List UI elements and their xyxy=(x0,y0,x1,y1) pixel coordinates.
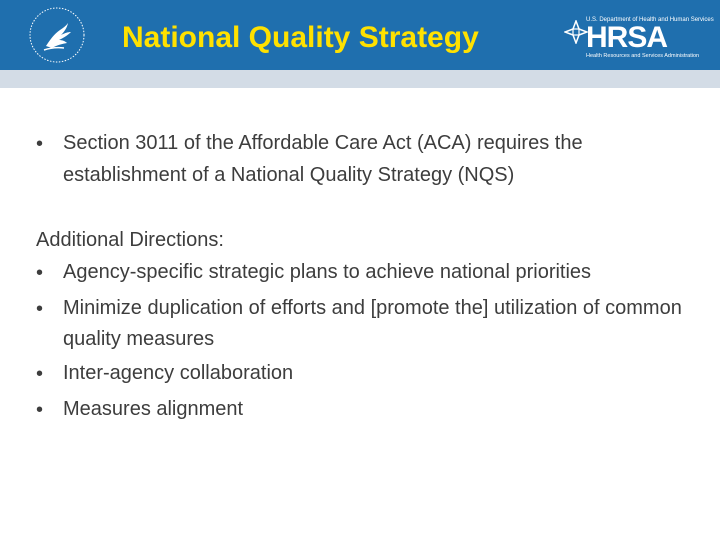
list-item xyxy=(36,257,686,290)
header-stripe xyxy=(0,70,720,88)
header-bar xyxy=(0,0,720,70)
bullet-marker: • xyxy=(36,399,44,421)
hrsa-department-text: U.S. Department of Health and Human Services xyxy=(586,17,714,23)
hrsa-star-icon xyxy=(564,20,588,44)
list-item-text: Minimize duplication of efforts and [promote the] utilization of common quality measures xyxy=(63,297,682,350)
additional-directions-heading: Additional Directions: xyxy=(36,229,224,251)
list-item-text: Inter-agency collaboration xyxy=(63,362,294,384)
page-title: National Quality Strategy xyxy=(122,21,479,54)
spacer xyxy=(36,191,686,224)
list-item-text: Measures alignment xyxy=(63,398,244,420)
bullet-marker: • xyxy=(36,262,44,284)
list-item xyxy=(36,394,686,427)
hrsa-agency-name: Health Resources and Services Administration xyxy=(586,53,700,59)
list-item xyxy=(36,358,686,391)
intro-bullet-item xyxy=(36,128,686,191)
bullet-marker: • xyxy=(36,298,44,320)
bullet-marker: • xyxy=(36,133,44,155)
hhs-eagle-icon xyxy=(28,6,86,64)
hrsa-logo xyxy=(564,10,714,62)
intro-bullet-text: Section 3011 of the Affordable Care Act (ACA) requires the establishment of a National Quality Strategy (NQS) xyxy=(63,132,583,186)
list-item xyxy=(36,293,686,355)
additional-directions-list xyxy=(36,257,686,427)
bullet-marker: • xyxy=(36,363,44,385)
hrsa-wordmark: HRSA xyxy=(586,21,668,54)
list-item-text: Agency-specific strategic plans to achieve national priorities xyxy=(63,261,592,283)
slide-body xyxy=(36,128,686,430)
